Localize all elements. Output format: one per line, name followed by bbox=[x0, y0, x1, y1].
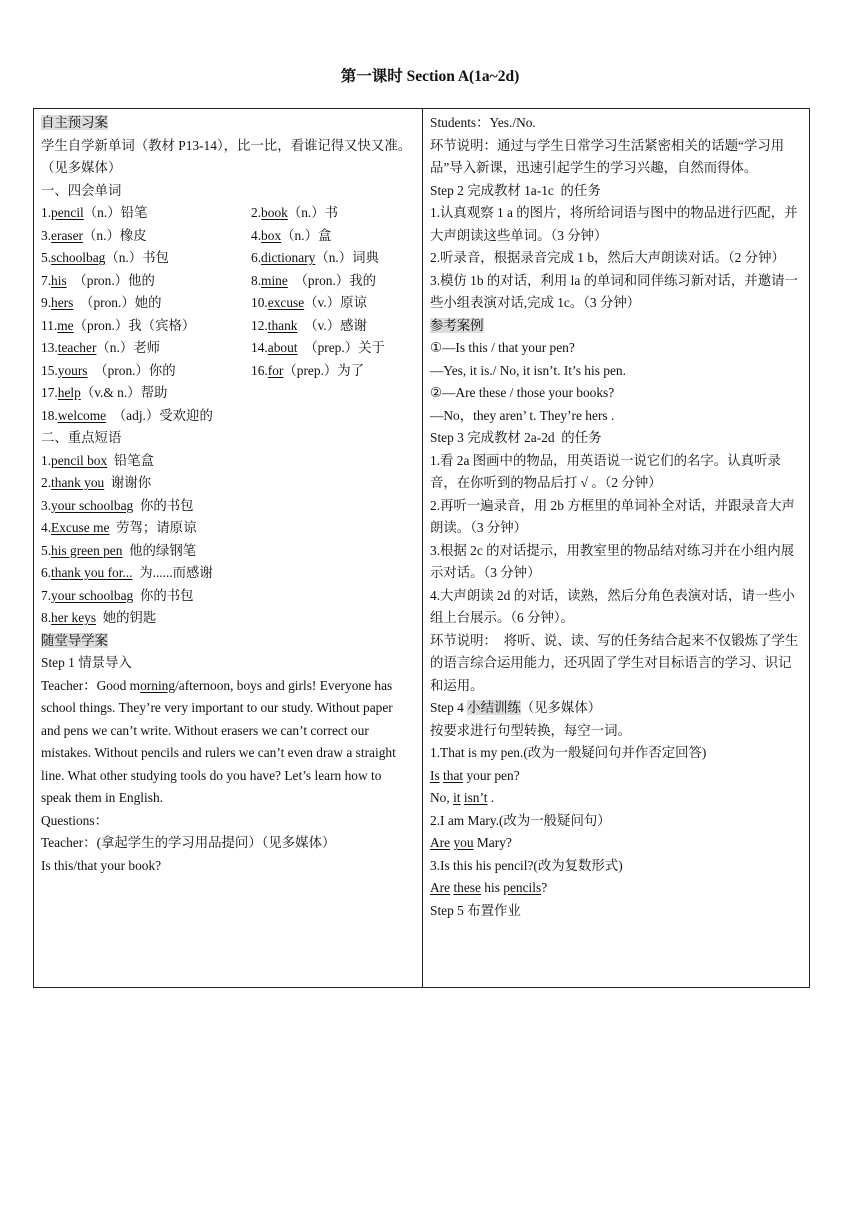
page-title: 第一课时 Section A(1a~2d) bbox=[340, 68, 520, 85]
word-item: 13.teacher（n.）老师 bbox=[41, 340, 161, 355]
word-row bbox=[41, 225, 415, 248]
word-item: 3.eraser（n.）橡皮 bbox=[41, 227, 147, 243]
dialogue-line: ①—Is this / that your pen? bbox=[430, 340, 575, 355]
word-item: 11.me（pron.）我（宾格） bbox=[41, 317, 196, 333]
word-item: 2.book（n.）书 bbox=[251, 205, 339, 220]
word-row bbox=[41, 270, 415, 293]
teacher-question-line: Teacher：(拿起学生的学习用品提问）（见多媒体） bbox=[41, 835, 336, 850]
phrase-item: 2.thank you 谢谢你 bbox=[41, 475, 152, 490]
word-row bbox=[41, 337, 415, 360]
dialogue-line: ②—Are these / those your books? bbox=[430, 385, 615, 400]
exercise-answer: Are you Mary? bbox=[430, 835, 512, 850]
step-2-title: Step 2 完成教材 1a-1c 的任务 bbox=[430, 182, 601, 198]
students-answer: Students：Yes./No. bbox=[430, 115, 536, 130]
exercise-question: 3.Is this his pencil?(改为复数形式) bbox=[430, 857, 623, 873]
left-column bbox=[41, 112, 415, 877]
step-5-title: Step 5 布置作业 bbox=[430, 902, 521, 918]
task-item: 3.模仿 1b 的对话，利用 la 的单词和同伴练习新对话，并邀请一些小组表演对话,完成 1c。（3 分钟） bbox=[430, 272, 798, 310]
teacher-paragraph: Teacher：Good morning/afternoon, boys and girls! Everyone has school things. They’re very important to our study. Without paper and pens we can’t write. Without erasers we can’t correct our mistakes. Without pencils and rulers we can’t even draw a straight line. What other studying tools do you have? Let’s learn how to speak them in English. bbox=[41, 677, 396, 805]
word-item: 8.mine （pron.）我的 bbox=[251, 272, 376, 288]
word-item: 18.welcome （adj.）受欢迎的 bbox=[41, 407, 213, 423]
exercise-question: 1.That is my pen.(改为一般疑问句并作否定回答) bbox=[430, 745, 707, 760]
section-heading-preview: 自主预习案 bbox=[41, 115, 108, 130]
note-text: 环节说明：通过与学生日常学习生活紧密相关的话题“学习用品”导入新课，迅速引起学生的学习兴趣，自然而得体。 bbox=[430, 137, 785, 175]
word-row bbox=[41, 247, 415, 270]
word-item: 7.his （pron.）他的 bbox=[41, 272, 155, 288]
lesson-table bbox=[33, 108, 810, 988]
question-text: Is this/that your book? bbox=[41, 857, 162, 873]
word-item: 17.help（v.& n.）帮助 bbox=[41, 385, 168, 400]
phrase-item: 3.your schoolbag 你的书包 bbox=[41, 497, 194, 513]
column-divider bbox=[422, 109, 423, 987]
phrase-item: 4.Excuse me 劳驾；请原谅 bbox=[41, 520, 197, 535]
phrase-item: 6.thank you for... 为......而感谢 bbox=[41, 565, 213, 580]
step-4-title: Step 4 小结训练（见多媒体） bbox=[430, 700, 602, 715]
exercise-answer: Is that your pen? bbox=[430, 767, 520, 783]
word-item: 9.hers （pron.）她的 bbox=[41, 295, 162, 310]
phrase-item: 7.your schoolbag 你的书包 bbox=[41, 587, 194, 603]
task-item: 2.听录音，根据录音完成 1 b，然后大声朗读对话。（2 分钟） bbox=[430, 250, 785, 265]
right-column bbox=[430, 112, 802, 922]
task-item: 3.根据 2c 的对话提示，用教室里的物品结对练习并在小组内展示对话。（3 分钟） bbox=[430, 542, 795, 580]
word-item: 6.dictionary（n.）词典 bbox=[251, 250, 379, 265]
word-item: 5.schoolbag（n.）书包 bbox=[41, 250, 169, 265]
task-item: 4.大声朗读 2d 的对话，读熟，然后分角色表演对话，请一些小组上台展示。（6 分钟）。 bbox=[430, 587, 795, 625]
task-item: 1.认真观察 1 a 的图片，将所给词语与图中的物品进行匹配，并大声朗读这些单词。（3 分钟） bbox=[430, 205, 798, 243]
word-item: 15.yours （pron.）你的 bbox=[41, 362, 176, 378]
exercise-answer: Are these his pencils? bbox=[430, 880, 548, 895]
word-row bbox=[41, 292, 415, 315]
exercise-instruction: 按要求进行句型转换，每空一词。 bbox=[430, 722, 631, 738]
reference-heading: 参考案例 bbox=[430, 317, 484, 333]
section-title-phrases: 二、重点短语 bbox=[41, 430, 122, 445]
word-item: 16.for（prep.）为了 bbox=[251, 362, 365, 378]
word-list bbox=[41, 202, 415, 382]
intro-text: 学生自学新单词（教材 P13-14），比一比，看谁记得又快又准。（见多媒体） bbox=[41, 137, 412, 175]
note-text: 环节说明： 将听、说、读、写的任务结合起来不仅锻炼了学生的语言综合运用能力，还巩固了学生对目标语言的学习、识记和运用。 bbox=[430, 632, 799, 693]
phrase-item: 1.pencil box 铅笔盒 bbox=[41, 452, 155, 468]
task-item: 1.看 2a 图画中的物品，用英语说一说它们的名字。认真听录音，在你听到的物品后打 √ 。（2 分钟） bbox=[430, 452, 781, 490]
word-row bbox=[41, 315, 415, 338]
step-1-title: Step 1 情景导入 bbox=[41, 655, 132, 670]
word-row bbox=[41, 360, 415, 383]
word-item: 4.box（n.）盒 bbox=[251, 227, 332, 243]
phrase-item: 5.his green pen 他的绿钢笔 bbox=[41, 542, 197, 558]
step-3-title: Step 3 完成教材 2a-2d 的任务 bbox=[430, 430, 602, 445]
section-heading-guided: 随堂导学案 bbox=[41, 632, 108, 648]
word-row bbox=[41, 202, 415, 225]
word-item: 1.pencil（n.）铅笔 bbox=[41, 205, 148, 220]
dialogue-line: —Yes, it is./ No, it isn’t. It’s his pen. bbox=[430, 362, 626, 378]
dialogue-line: —No，they aren’ t. They’re hers . bbox=[430, 407, 615, 423]
phrase-list bbox=[41, 450, 415, 630]
exercise-answer: No, it isn’t . bbox=[430, 790, 495, 805]
questions-label: Questions： bbox=[41, 812, 108, 828]
phrase-item: 8.her keys 她的钥匙 bbox=[41, 610, 157, 625]
word-item: 14.about （prep.）关于 bbox=[251, 340, 385, 355]
task-item: 2.再听一遍录音，用 2b 方框里的单词补全对话，并跟录音大声朗读。（3 分钟） bbox=[430, 497, 795, 535]
exercise-question: 2.I am Mary.(改为一般疑问句） bbox=[430, 812, 611, 828]
section-title-words: 一、四会单词 bbox=[41, 182, 122, 198]
word-item: 12.thank （v.）感谢 bbox=[251, 317, 367, 333]
word-item: 10.excuse（v.）原谅 bbox=[251, 295, 367, 310]
